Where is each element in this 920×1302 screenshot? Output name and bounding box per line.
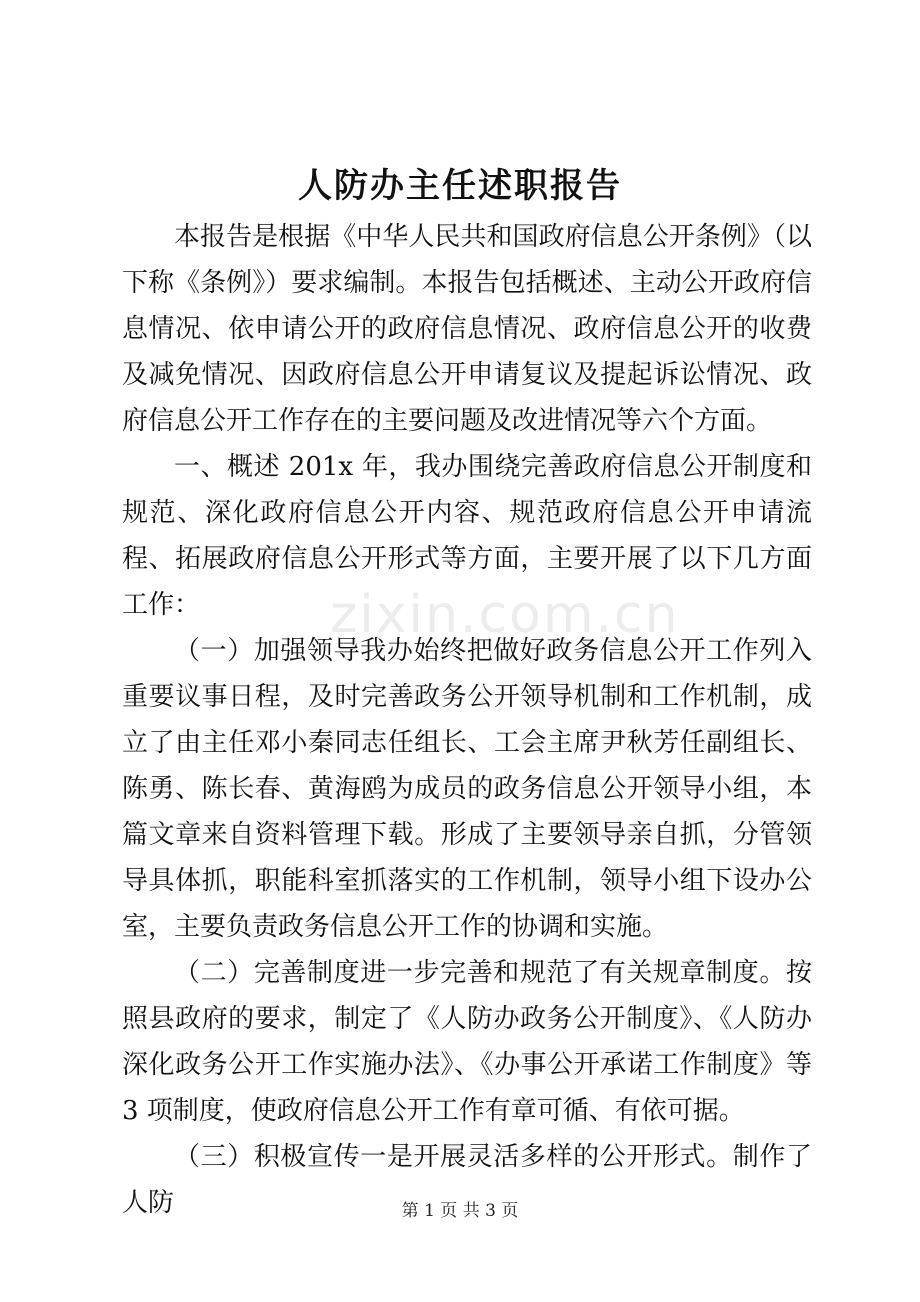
paragraph-leadership: （一）加强领导我办始终把做好政务信息公开工作列入重要议事日程，及时完善政务公开领导机制和工作机制，成立了由主任邓小秦同志任组长、工会主席尹秋芳任副组长、陈勇、陈长春、黄海鸥为成员的政务信息公开领导小组，本篇文章来自资料管理下载。形成了主要领导亲自抓，分管领导具体抓，职能科室抓落实的工作机制，领导小组下设办公室，主要负责政务信息公开工作的协调和实施。	[122, 636, 812, 942]
document-body	[122, 214, 812, 1226]
paragraph-publicity: （三）积极宣传一是开展灵活多样的公开形式。制作了人防	[122, 1142, 812, 1218]
page-footer: 第 1 页 共 3 页	[401, 1201, 519, 1221]
document-title: 人防办主任述职报告	[298, 166, 622, 206]
watermark-text: zixin.com.cn	[330, 585, 680, 645]
paragraph-system: （二）完善制度进一步完善和规范了有关规章制度。按照县政府的要求，制定了《人防办政务公开制度》、《人防办深化政务公开工作实施办法》、《办事公开承诺工作制度》等 3 项制度，使政府信息公开工作有章可循、有依可据。	[122, 958, 812, 1126]
paragraph-intro: 本报告是根据《中华人民共和国政府信息公开条例》（以下称《条例》）要求编制。本报告包括概述、主动公开政府信息情况、依申请公开的政府信息情况、政府信息公开的收费及减免情况、因政府信息公开申请复议及提起诉讼情况、政府信息公开工作存在的主要问题及改进情况等六个方面。	[122, 222, 812, 436]
paragraph-overview: 一、概述 201x 年，我办围绕完善政府信息公开制度和规范、深化政府信息公开内容、规范政府信息公开申请流程、拓展政府信息公开形式等方面，主要开展了以下几方面工作：	[122, 452, 812, 620]
